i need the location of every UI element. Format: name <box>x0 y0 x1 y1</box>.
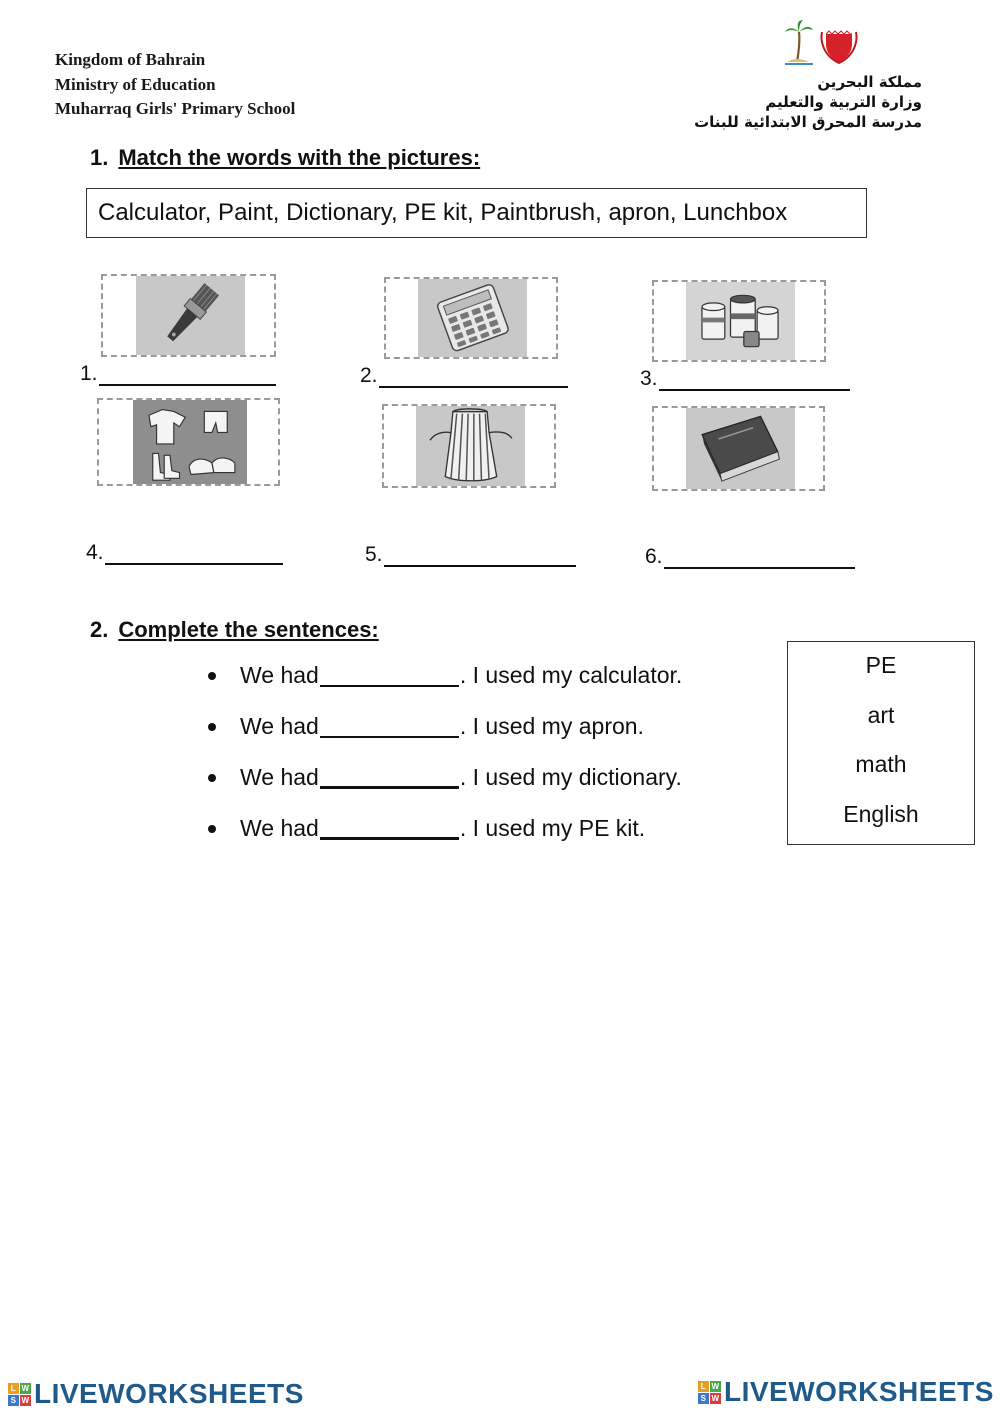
picture-paintbrush <box>101 274 276 357</box>
sentence-1-blank[interactable] <box>320 665 459 687</box>
bullet-icon <box>208 723 216 731</box>
answer-1-blank[interactable] <box>99 364 276 386</box>
footer-brand-left <box>8 1378 304 1410</box>
pe-kit-icon <box>133 400 247 484</box>
answer-1-label: 1. <box>80 362 98 385</box>
word-bank: Calculator, Paint, Dictionary, PE kit, Paintbrush, apron, Lunchbox <box>86 188 867 238</box>
header-right <box>694 72 922 132</box>
answer-4 <box>86 541 283 565</box>
header-arabic-country: مملكة البحرين <box>817 73 922 91</box>
picture-apron <box>382 404 556 488</box>
bullet-icon <box>208 825 216 833</box>
answer-3-blank[interactable] <box>659 369 850 391</box>
answer-2-label: 2. <box>360 364 378 387</box>
apron-icon <box>416 406 525 486</box>
header-line-country: Kingdom of Bahrain <box>55 50 206 69</box>
paint-can-icon <box>686 282 795 360</box>
section2-title: Complete the sentences: <box>118 617 379 642</box>
bahrain-emblem <box>820 22 858 69</box>
footer-brand-text-right: LIVEWORKSHEETS <box>724 1376 994 1407</box>
footer-brand-text-left: LIVEWORKSHEETS <box>34 1378 304 1409</box>
answer-2 <box>360 364 568 388</box>
liveworksheets-logo-icon: L W S W <box>8 1383 31 1406</box>
section1-number: 1. <box>90 145 109 170</box>
sentence-1-start: We had <box>240 662 319 688</box>
sentence-3-blank[interactable] <box>320 766 459 789</box>
section1-title: Match the words with the pictures: <box>118 145 481 170</box>
answer-3 <box>640 367 850 391</box>
answer-6 <box>645 545 855 569</box>
sentence-3-end: . I used my dictionary. <box>459 764 682 790</box>
header-arabic-school: مدرسة المحرق الابتدائية للبنات <box>694 113 922 131</box>
header-line-school: Muharraq Girls' Primary School <box>55 99 296 118</box>
answer-6-blank[interactable] <box>664 547 855 569</box>
picture-pe-kit <box>97 398 280 486</box>
dictionary-icon <box>686 408 795 489</box>
sentence-list <box>208 650 682 854</box>
sentence-3 <box>208 752 682 803</box>
sentence-3-start: We had <box>240 764 319 790</box>
answer-1 <box>80 362 276 386</box>
picture-calculator <box>384 277 558 359</box>
answer-2-blank[interactable] <box>379 366 568 388</box>
sentence-4 <box>208 803 682 854</box>
sentence-4-blank[interactable] <box>320 817 459 840</box>
sentence-2-end: . I used my apron. <box>459 713 644 739</box>
picture-paint-cans <box>652 280 826 362</box>
answer-4-label: 4. <box>86 541 104 564</box>
subject-pe: PE <box>865 652 897 678</box>
sentence-2-blank[interactable] <box>320 716 459 738</box>
sentence-1-end: . I used my calculator. <box>459 662 683 688</box>
section2-heading <box>90 617 379 643</box>
sentence-4-end: . I used my PE kit. <box>459 815 646 841</box>
section1-heading <box>90 145 480 171</box>
answer-6-label: 6. <box>645 545 663 568</box>
subject-english: English <box>843 800 919 827</box>
sentence-4-start: We had <box>240 815 319 841</box>
liveworksheets-logo-icon: L W S W <box>698 1381 721 1404</box>
header-line-ministry: Ministry of Education <box>55 74 216 94</box>
paintbrush-icon <box>136 276 245 355</box>
calculator-icon <box>418 279 527 357</box>
bullet-icon <box>208 774 216 782</box>
shield-icon <box>820 22 858 64</box>
answer-5-blank[interactable] <box>384 545 576 567</box>
sentence-2-start: We had <box>240 713 319 739</box>
answer-3-label: 3. <box>640 367 658 390</box>
subject-math: math <box>855 751 907 777</box>
answer-5-label: 5. <box>365 543 383 566</box>
section2-number: 2. <box>90 617 109 642</box>
header-left <box>55 48 295 122</box>
picture-dictionary <box>652 406 825 491</box>
sentence-2 <box>208 701 682 752</box>
footer-brand-right <box>698 1376 994 1408</box>
sentence-1 <box>208 650 682 701</box>
subject-word-box <box>787 641 975 845</box>
answer-4-blank[interactable] <box>105 543 283 565</box>
header-arabic-ministry: وزارة التربية والتعليم <box>765 93 922 111</box>
subject-art: art <box>867 701 895 728</box>
bullet-icon <box>208 672 216 680</box>
answer-5 <box>365 543 576 567</box>
